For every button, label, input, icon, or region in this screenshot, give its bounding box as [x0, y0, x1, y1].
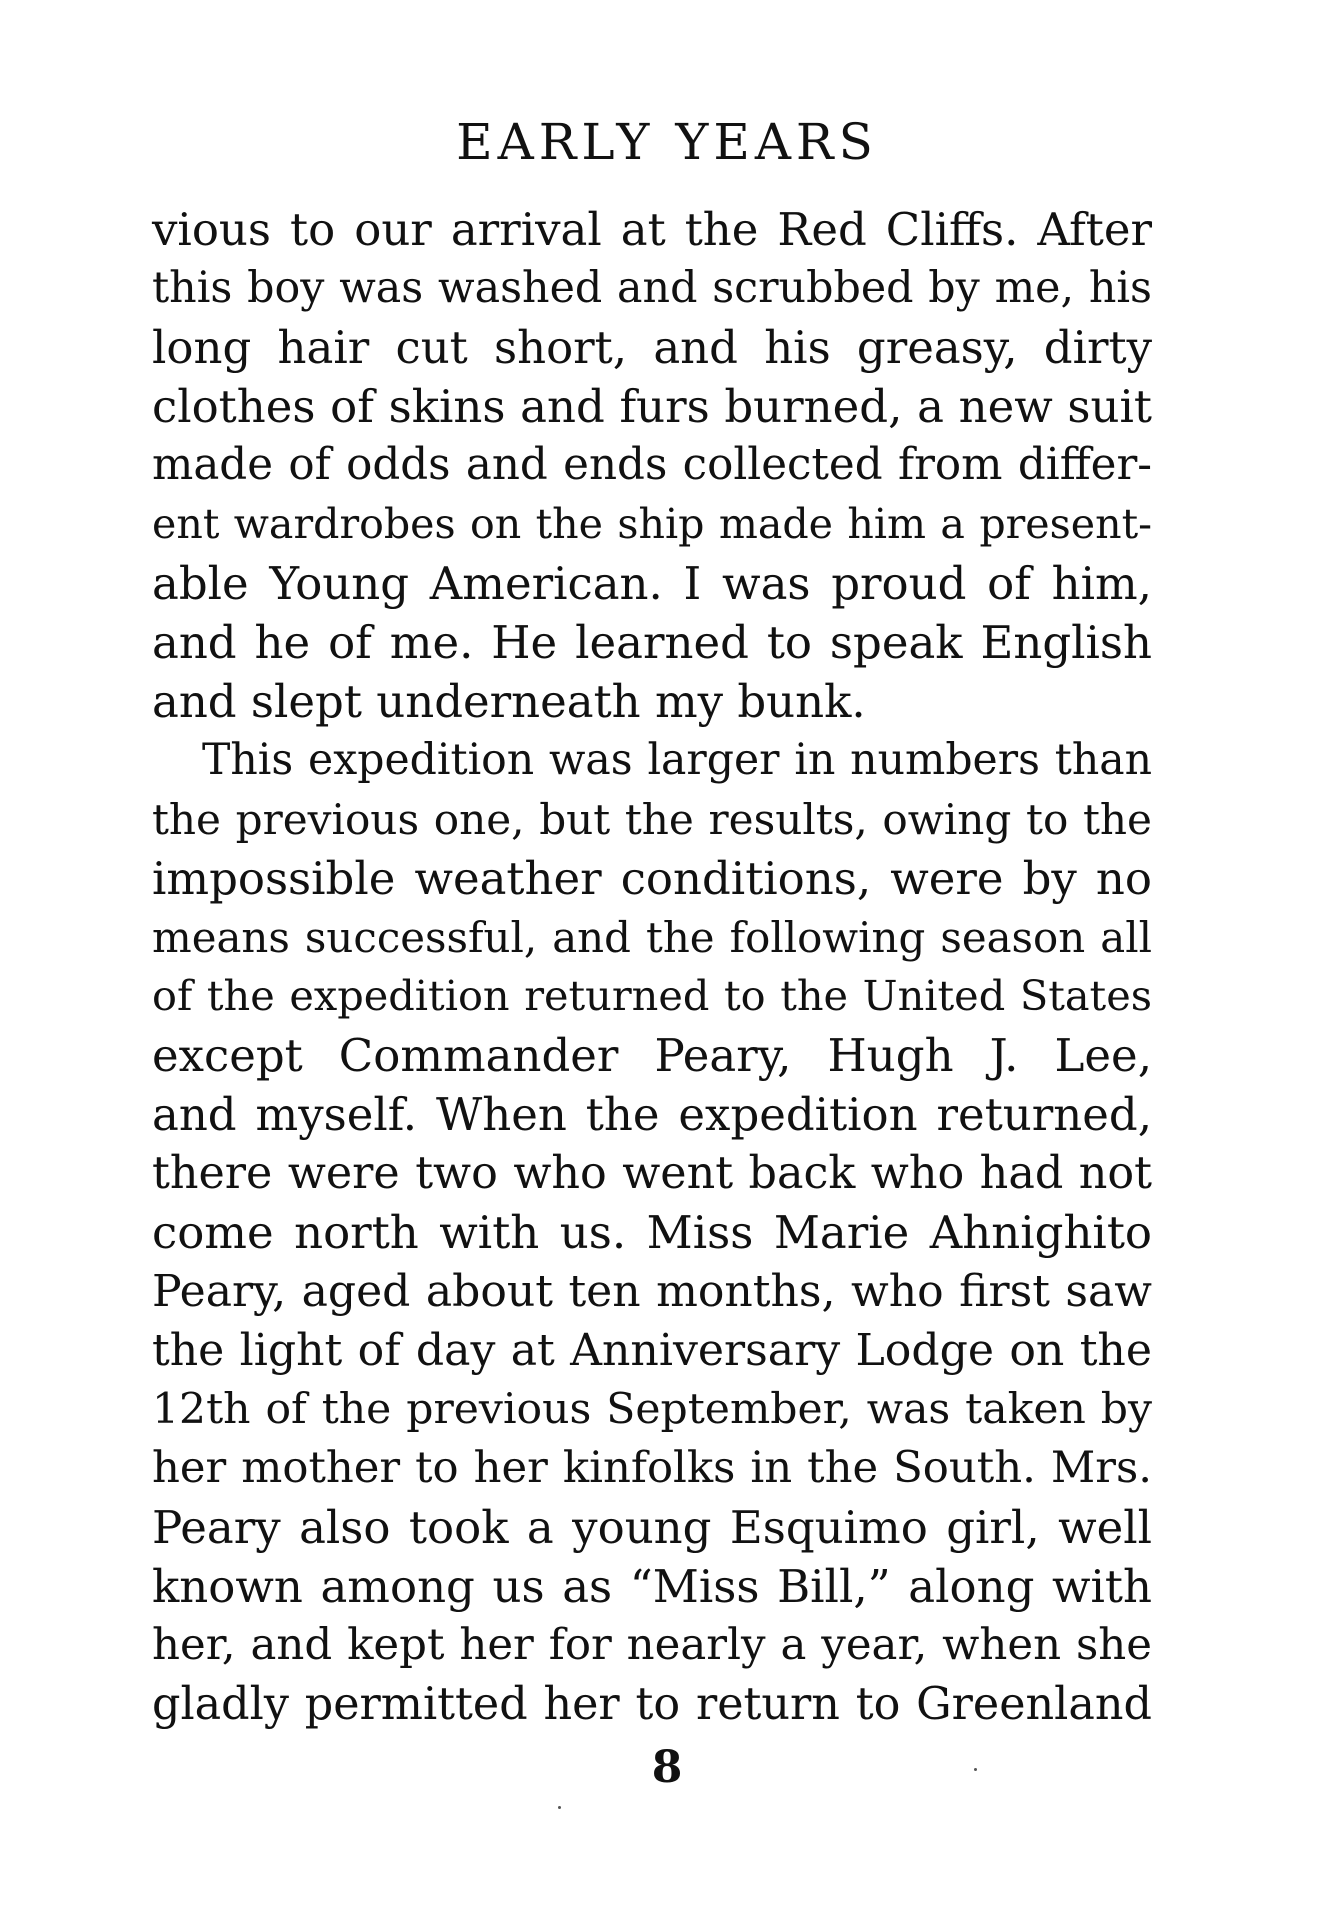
text-line: and myself. When the expedition returned,: [152, 1088, 1152, 1141]
text-line: 12th of the previous September, was taken by: [152, 1385, 1152, 1434]
text-line: the previous one, but the results, owing to the: [152, 795, 1152, 844]
text-line: Peary also took a young Esquimo girl, well: [152, 1501, 1152, 1554]
paragraph-1: [152, 200, 1152, 731]
text-line: vious to our arrival at the Red Cliffs. After: [152, 203, 1152, 256]
scan-speck: [558, 1806, 561, 1809]
text-line: her mother to her kinfolks in the South. Mrs.: [152, 1443, 1152, 1493]
text-line: means successful, and the following season all: [152, 913, 1152, 962]
text-line: impossible weather conditions, were by no: [152, 852, 1152, 905]
text-line: made of odds and ends collected from differ-: [152, 440, 1152, 490]
page-number: 8: [651, 1742, 683, 1793]
text-line: the light of day at Anniversary Lodge on the: [152, 1325, 1152, 1376]
paragraph-2: [152, 731, 1152, 1734]
text-line: long hair cut short, and his greasy, dirty: [152, 321, 1152, 374]
text-line: Peary, aged about ten months, who first saw: [152, 1266, 1152, 1317]
text-line: ent wardrobes on the ship made him a present-: [152, 500, 1152, 548]
text-line: this boy was washed and scrubbed by me, his: [152, 263, 1152, 313]
text-line: her, and kept her for nearly a year, when she: [152, 1620, 1152, 1670]
text-line: come north with us. Miss Marie Ahnighito: [152, 1206, 1152, 1259]
text-line: and slept underneath my bunk.: [152, 675, 866, 728]
running-head: EARLY YEARS: [456, 113, 878, 171]
text-line: except Commander Peary, Hugh J. Lee,: [152, 1029, 1152, 1082]
text-line: there were two who went back who had not: [152, 1148, 1152, 1199]
text-line: able Young American. I was proud of him,: [152, 557, 1152, 610]
text-line: gladly permitted her to return to Greenland: [152, 1679, 1152, 1730]
text-line: This expedition was larger in numbers than: [202, 736, 1152, 785]
body-text: [152, 200, 1152, 1734]
text-line: of the expedition returned to the United States: [152, 972, 1152, 1020]
scan-speck: [974, 1768, 977, 1771]
text-line: known among us as “Miss Bill,” along with: [152, 1560, 1152, 1613]
text-line: and he of me. He learned to speak English: [152, 616, 1152, 669]
text-line: clothes of skins and furs burned, a new suit: [152, 380, 1152, 433]
